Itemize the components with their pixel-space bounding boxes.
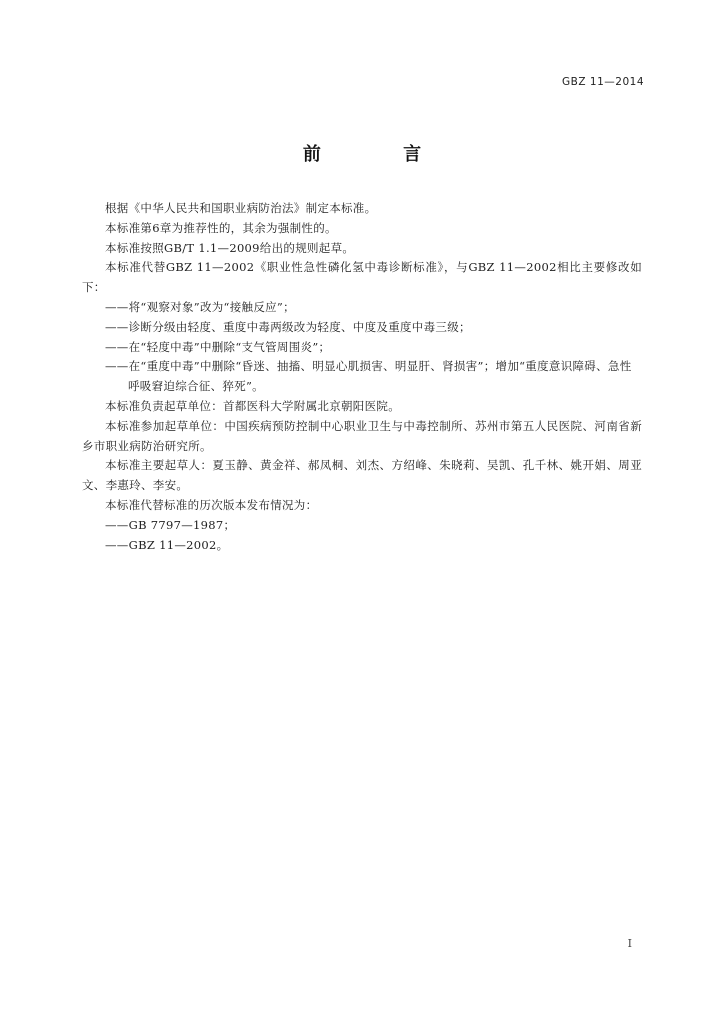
paragraph-basis: 根据《中华人民共和国职业病防治法》制定本标准。 (105, 201, 377, 215)
paragraph-participating-units: 本标准参加起草单位：中国疾病预防控制中心职业卫生与中毒控制所、苏州市第五人民医院、河南省新乡市职业病防治研究所。 (82, 418, 642, 453)
page-title: 前 言 (302, 144, 460, 165)
paragraph-drafting-rules: 本标准按照GB/T 1.1—2009给出的规则起草。 (105, 240, 355, 255)
list-item-change-4-line-1: ——在“重度中毒”中删除“昏迷、抽搐、明显心肌损害、明显肝、肾损害”；增加“重度意识障碍、急性 (105, 359, 632, 374)
paragraph-responsible-unit: 本标准负责起草单位：首都医科大学附属北京朝阳医院。 (105, 398, 400, 413)
list-item-history-1: ——GB 7797—1987； (105, 517, 236, 532)
page-number: I (627, 937, 632, 950)
paragraph-chapter-6: 本标准第6章为推荐性的，其余为强制性的。 (105, 220, 337, 235)
paragraph-drafters: 本标准主要起草人：夏玉静、黄金祥、郝凤桐、刘杰、方绍峰、朱晓莉、吴凯、孔千林、姚开娟、周亚文、李惠玲、李安。 (82, 458, 642, 493)
list-item-change-4-line-2: 呼吸窘迫综合征、猝死”。 (128, 379, 264, 394)
paragraph-replaces: 本标准代替GBZ 11—2002《职业性急性磷化氢中毒诊断标准》，与GBZ 11—2002相比主要修改如下： (82, 260, 642, 295)
foreword-body (82, 199, 642, 555)
list-item-change-3: ——在“轻度中毒”中删除“支气管周围炎”； (105, 339, 331, 354)
list-item-change-1: ——将“观察对象”改为“接触反应”； (105, 299, 295, 314)
paragraph-history: 本标准代替标准的历次版本发布情况为： (105, 497, 318, 512)
list-item-change-4 (82, 357, 642, 397)
standard-code-header: GBZ 11—2014 (562, 76, 644, 88)
list-item-change-2: ——诊断分级由轻度、重度中毒两级改为轻度、中度及重度中毒三级； (105, 319, 471, 334)
list-item-history-2: ——GBZ 11—2002。 (105, 537, 229, 552)
